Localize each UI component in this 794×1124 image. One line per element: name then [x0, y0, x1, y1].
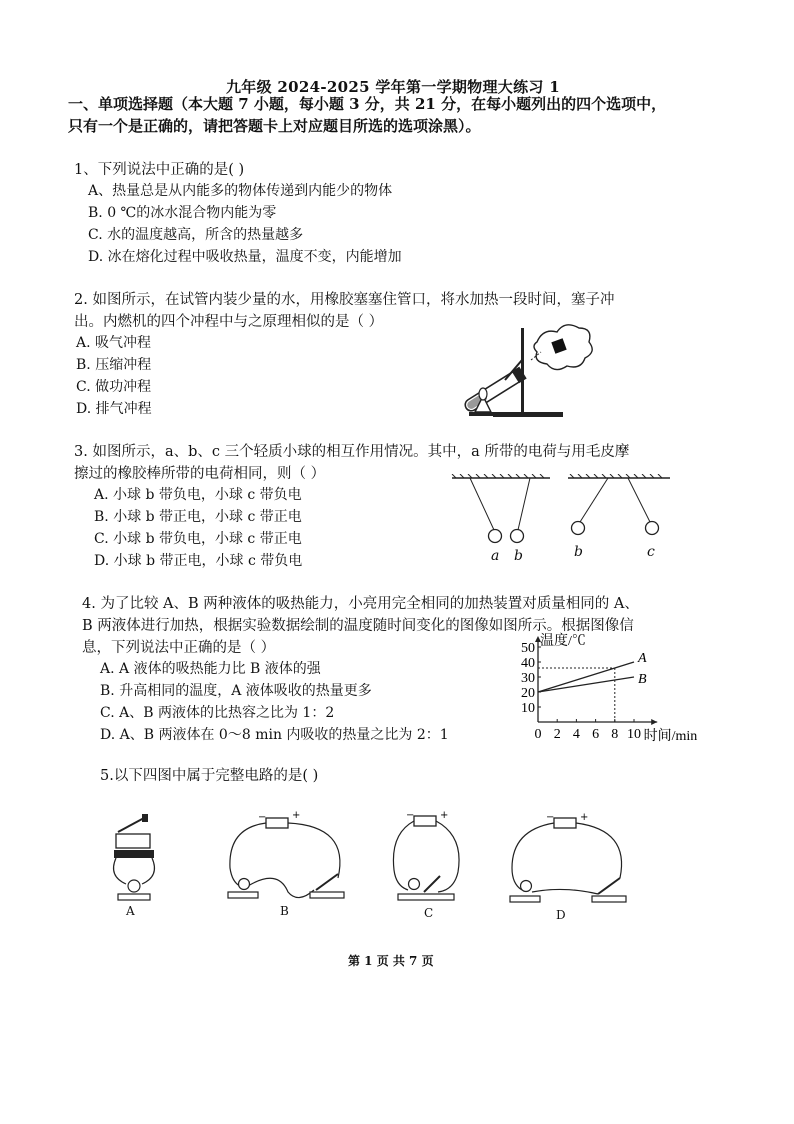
chart-x-tick-label: 2	[553, 727, 561, 742]
q3-option-b: B. 小球 b 带正电，小球 c 带正电	[94, 509, 302, 525]
q3-label-c: c	[647, 544, 655, 560]
chart-series-label-b: B	[638, 672, 647, 687]
svg-text:−: −	[406, 810, 415, 821]
q3-stem-line-2: 擦过的橡胶棒所带的电荷相同，则（ ）	[74, 466, 326, 482]
svg-text:−: −	[546, 812, 555, 823]
q4-stem-line-3: 息，下列说法中正确的是（ ）	[82, 640, 276, 656]
q2-figure-test-tube-apparatus	[455, 320, 595, 420]
q2-option-c: C. 做功冲程	[76, 379, 152, 395]
svg-text:−: −	[258, 812, 267, 823]
chart-x-tick-label: 10	[627, 727, 641, 742]
chart-x-axis-arrow	[651, 719, 657, 725]
chart-x-tick-label: 6	[592, 727, 600, 742]
q2-stem-line-2: 出。内燃机的四个冲程中与之原理相似的是（ ）	[74, 314, 384, 330]
q5-stem: 5.以下四图中属于完整电路的是( )	[100, 768, 319, 784]
section-header-line-2: 只有一个是正确的，请把答题卡上对应题目所选的选项涂黑）。	[68, 117, 481, 135]
svg-text:+: +	[440, 810, 449, 821]
svg-text:+: +	[580, 812, 589, 823]
q5-label-a: A	[126, 904, 135, 918]
q3-option-d: D. 小球 b 带正电，小球 c 带负电	[94, 553, 303, 569]
q4-option-b: B. 升高相同的温度，A 液体吸收的热量更多	[100, 683, 372, 699]
q1-option-a: A、热量总是从内能多的物体传递到内能少的物体	[88, 183, 393, 199]
chart-series-line-b	[538, 677, 634, 692]
svg-text:+: +	[292, 810, 301, 821]
q1-option-d: D. 冰在熔化过程中吸收热量，温度不变，内能增加	[88, 249, 402, 265]
q5-circuit-c	[388, 810, 468, 920]
q3-option-c: C. 小球 b 带负电，小球 c 带正电	[94, 531, 302, 547]
q5-label-d: D	[556, 908, 566, 922]
q2-stem-line-1: 2. 如图所示，在试管内装少量的水，用橡胶塞塞住管口，将水加热一段时间，塞子冲	[74, 292, 615, 308]
page-title: 九年级 2024-2025 学年第一学期物理大练习 1	[226, 78, 560, 96]
q5-circuit-b	[218, 808, 358, 918]
chart-y-tick-label: 50	[521, 641, 535, 656]
section-header-line-1: 一、单项选择题（本大题 7 小题，每小题 3 分，共 21 分，在每小题列出的四个选项中，	[68, 95, 667, 113]
chart-y-tick-label: 30	[521, 671, 535, 686]
q2-option-d: D. 排气冲程	[76, 401, 152, 417]
q5-label-b: B	[280, 904, 289, 918]
q4-stem-line-1: 4. 为了比较 A、B 两种液体的吸热能力，小亮用完全相同的加热装置对质量相同的 A、	[82, 596, 639, 612]
chart-x-axis-label: 时间/min	[643, 729, 698, 744]
q4-stem-line-2: B 两液体进行加热，根据实验数据绘制的温度随时间变化的图像如图所示。根据图像信	[82, 618, 634, 634]
q4-temperature-time-chart	[510, 632, 700, 750]
q3-option-a: A. 小球 b 带负电，小球 c 带负电	[94, 487, 302, 503]
q1-option-b: B. 0 ℃的冰水混合物内能为零	[88, 205, 277, 221]
q4-option-d: D. A、B 两液体在 0～8 min 内吸收的热量之比为 2：1	[100, 727, 449, 743]
q2-option-b: B. 压缩冲程	[76, 357, 152, 373]
chart-series-line-a	[538, 662, 634, 692]
chart-y-axis-label: 温度/℃	[540, 634, 586, 649]
q5-label-c: C	[424, 906, 434, 920]
chart-series-label-a: A	[638, 651, 647, 666]
chart-y-tick-label: 10	[521, 701, 535, 716]
q3-figure-hanging-balls	[450, 474, 675, 574]
q5-circuit-a	[104, 810, 164, 918]
q5-circuit-d	[504, 812, 634, 922]
q1-option-c: C. 水的温度越高，所含的热量越多	[88, 227, 304, 243]
q4-option-c: C. A、B 两液体的比热容之比为 1：2	[100, 705, 335, 721]
chart-x-tick-label: 8	[611, 727, 619, 742]
q3-label-b-right: b	[574, 544, 583, 560]
q1-stem: 1、下列说法中正确的是( )	[74, 162, 245, 178]
q3-stem-line-1: 3. 如图所示，a、b、c 三个轻质小球的相互作用情况。其中，a 所带的电荷与用毛皮摩	[74, 444, 630, 460]
chart-y-tick-label: 20	[521, 686, 535, 701]
q3-label-a: a	[491, 548, 500, 564]
chart-x-tick-label: 0	[534, 727, 542, 742]
chart-y-tick-label: 40	[521, 656, 535, 671]
q4-option-a: A. A 液体的吸热能力比 B 液体的强	[100, 661, 321, 677]
q3-label-b-left: b	[514, 548, 523, 564]
q2-option-a: A. 吸气冲程	[76, 335, 152, 351]
page-footer: 第 1 页 共 7 页	[348, 954, 434, 968]
chart-x-tick-label: 4	[572, 727, 580, 742]
